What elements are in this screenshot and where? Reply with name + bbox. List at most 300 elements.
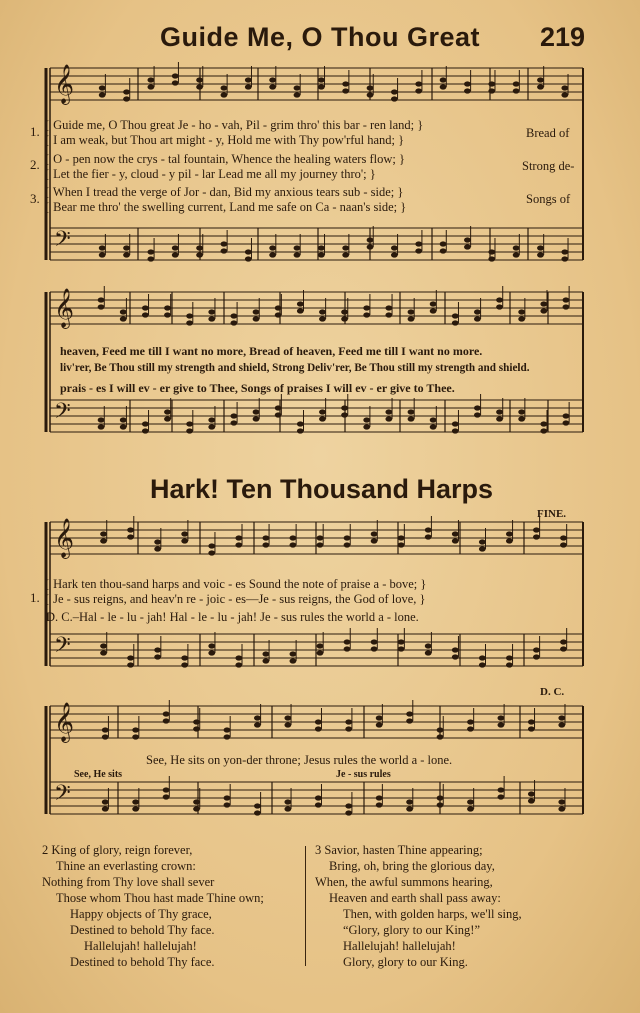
note-head (284, 722, 291, 727)
note-head (474, 316, 481, 321)
note-head (224, 795, 231, 800)
note-head (391, 252, 398, 257)
note-head (102, 734, 109, 739)
note-head (452, 320, 459, 325)
note-head (230, 313, 237, 318)
note-head (172, 80, 179, 85)
hymn1-title: Guide Me, O Thou Great (160, 22, 481, 52)
note-head (224, 802, 231, 807)
note-head (284, 799, 291, 804)
note-head (317, 643, 324, 648)
note-head (452, 531, 459, 536)
bass-words: See, He sits (74, 769, 123, 780)
note-head (467, 719, 474, 724)
note-head (99, 252, 106, 257)
note-head (98, 297, 105, 302)
note-head (235, 542, 242, 547)
note-head (224, 727, 231, 732)
bass-clef: 𝄢 (54, 781, 71, 811)
note-head (425, 534, 432, 539)
note-head (464, 81, 471, 86)
note-head (479, 539, 486, 544)
note-head (123, 89, 130, 94)
note-head (193, 806, 200, 811)
note-head (540, 308, 547, 313)
note-head (467, 726, 474, 731)
treble-clef: 𝄞 (54, 702, 75, 742)
note-head (440, 84, 447, 89)
hymn1-lyric-line: liv'rer, Be Thou still my strength and shield, Strong Deliv'rer, Be Thou still my strength and shield. (60, 362, 530, 374)
note-head (127, 527, 134, 532)
note-head (235, 535, 242, 540)
note-head (275, 412, 282, 417)
note-head (290, 542, 297, 547)
note-head (498, 722, 505, 727)
verse-number-3: 3. (30, 191, 40, 206)
note-head (123, 252, 130, 257)
note-head (342, 245, 349, 250)
stanza-divider (305, 846, 306, 966)
note-head (315, 719, 322, 724)
note-head (537, 245, 544, 250)
note-head (262, 651, 269, 656)
note-head (537, 77, 544, 82)
note-head (563, 420, 570, 425)
hymn1-lyric-line: { O - pen now the crys - tal fountain, Whence the healing waters flow; } (44, 152, 405, 166)
stanza-line: 3 Savior, hasten Thine appearing; (315, 843, 483, 857)
note-head (464, 244, 471, 249)
note-head (120, 417, 127, 422)
note-head (208, 309, 215, 314)
bass-words: Je - sus rules (336, 769, 391, 780)
stanza-line: Heaven and earth shall pass away: (329, 891, 501, 905)
note-head (440, 77, 447, 82)
note-head (342, 88, 349, 93)
note-head (154, 546, 161, 551)
hymn1-ending: Songs of (526, 192, 571, 206)
note-head (398, 542, 405, 547)
note-head (513, 245, 520, 250)
note-head (367, 244, 374, 249)
note-head (120, 316, 127, 321)
note-head (533, 534, 540, 539)
note-head (452, 421, 459, 426)
note-head (315, 802, 322, 807)
note-head (253, 316, 260, 321)
note-head (488, 256, 495, 261)
note-head (163, 711, 170, 716)
note-head (315, 726, 322, 731)
note-head (496, 304, 503, 309)
note-head (540, 428, 547, 433)
note-head (563, 413, 570, 418)
note-head (99, 85, 106, 90)
note-head (319, 309, 326, 314)
note-head (345, 726, 352, 731)
stanza-3 (315, 842, 522, 970)
note-head (560, 646, 567, 651)
note-head (391, 96, 398, 101)
note-head (371, 639, 378, 644)
note-head (208, 543, 215, 548)
note-head (154, 647, 161, 652)
note-head (208, 643, 215, 648)
note-head (230, 413, 237, 418)
note-head (147, 249, 154, 254)
note-head (467, 806, 474, 811)
note-head (437, 727, 444, 732)
note-head (154, 539, 161, 544)
note-head (496, 416, 503, 421)
note-head (533, 654, 540, 659)
note-head (440, 241, 447, 246)
note-head (513, 252, 520, 257)
note-head (430, 308, 437, 313)
note-head (132, 727, 139, 732)
note-head (142, 428, 149, 433)
stanza-line: Happy objects of Thy grace, (70, 907, 212, 921)
note-head (398, 535, 405, 540)
note-head (474, 412, 481, 417)
note-head (317, 650, 324, 655)
stanza-2 (42, 842, 264, 970)
note-head (376, 795, 383, 800)
note-head (221, 248, 228, 253)
note-head (425, 643, 432, 648)
note-head (123, 96, 130, 101)
hymn2-lyric-line: See, He sits on yon-der throne; Jesus rules the world a - lone. (146, 753, 453, 767)
note-head (341, 405, 348, 410)
note-head (430, 301, 437, 306)
note-head (254, 803, 261, 808)
note-head (132, 734, 139, 739)
note-head (452, 647, 459, 652)
note-head (127, 655, 134, 660)
note-head (452, 538, 459, 543)
note-head (385, 416, 392, 421)
note-head (269, 77, 276, 82)
note-head (100, 643, 107, 648)
note-head (132, 799, 139, 804)
note-head (533, 647, 540, 652)
note-head (518, 309, 525, 314)
note-head (98, 417, 105, 422)
note-head (317, 535, 324, 540)
note-head (363, 424, 370, 429)
bass-clef: 𝄢 (54, 227, 71, 257)
note-head (385, 409, 392, 414)
note-head (430, 417, 437, 422)
note-head (245, 77, 252, 82)
note-head (537, 252, 544, 257)
note-head (221, 85, 228, 90)
note-head (164, 312, 171, 317)
note-head (452, 428, 459, 433)
note-head (100, 538, 107, 543)
note-head (163, 794, 170, 799)
stanza-line: “Glory, glory to our King!” (343, 923, 481, 937)
note-head (558, 799, 565, 804)
note-head (479, 546, 486, 551)
note-head (464, 237, 471, 242)
verse-number-2: 2. (30, 157, 40, 172)
note-head (363, 312, 370, 317)
hymn1-lyric-line: { I am weak, but Thou art might - y, Hold me with Thy pow'rful hand; } (44, 133, 405, 147)
note-head (262, 535, 269, 540)
note-head (147, 84, 154, 89)
note-head (498, 794, 505, 799)
note-head (561, 256, 568, 261)
note-head (196, 77, 203, 82)
note-head (363, 305, 370, 310)
verse-number-1: 1. (30, 124, 40, 139)
note-head (193, 719, 200, 724)
note-head (560, 542, 567, 547)
fine-mark: FINE. (537, 508, 567, 520)
note-head (253, 409, 260, 414)
note-head (406, 718, 413, 723)
note-head (408, 416, 415, 421)
note-head (315, 795, 322, 800)
note-head (297, 301, 304, 306)
note-head (181, 538, 188, 543)
note-head (367, 92, 374, 97)
note-head (127, 662, 134, 667)
note-head (430, 424, 437, 429)
note-head (560, 639, 567, 644)
note-head (193, 799, 200, 804)
note-head (561, 85, 568, 90)
note-head (172, 73, 179, 78)
note-head (496, 297, 503, 302)
stanza-line: Thine an everlasting crown: (56, 859, 196, 873)
note-head (318, 77, 325, 82)
note-head (341, 309, 348, 314)
note-head (235, 662, 242, 667)
note-head (254, 715, 261, 720)
note-head (371, 538, 378, 543)
note-head (496, 409, 503, 414)
note-head (528, 726, 535, 731)
stanza-line: Those whom Thou hast made Thine own; (56, 891, 264, 905)
hymn1-lyric-line: heaven, Feed me till I want no more, Bread of heaven, Feed me till I want no more. (60, 344, 483, 358)
note-head (294, 92, 301, 97)
note-head (186, 313, 193, 318)
note-head (245, 84, 252, 89)
note-head (163, 787, 170, 792)
hymn1-lyric-line: { Guide me, O Thou great Je - ho - vah, Pil - grim thro' this bar - ren land; } (44, 118, 424, 132)
stanza-line: Glory, glory to our King. (343, 955, 468, 969)
note-head (275, 405, 282, 410)
note-head (208, 550, 215, 555)
stanza-line: Nothing from Thy love shall sever (42, 875, 215, 889)
note-head (385, 312, 392, 317)
note-head (123, 245, 130, 250)
note-head (408, 309, 415, 314)
note-head (437, 802, 444, 807)
note-head (437, 795, 444, 800)
bass-clef: 𝄢 (54, 399, 71, 429)
note-head (253, 416, 260, 421)
note-head (533, 527, 540, 532)
note-head (518, 316, 525, 321)
note-head (245, 249, 252, 254)
note-head (196, 252, 203, 257)
note-head (221, 241, 228, 246)
note-head (142, 305, 149, 310)
note-head (147, 77, 154, 82)
note-head (367, 85, 374, 90)
note-head (208, 424, 215, 429)
note-head (513, 81, 520, 86)
note-head (506, 655, 513, 660)
note-head (193, 726, 200, 731)
note-head (290, 535, 297, 540)
note-head (181, 655, 188, 660)
note-head (408, 409, 415, 414)
note-head (345, 803, 352, 808)
hymn2-title: Hark! Ten Thousand Harps (150, 474, 494, 504)
note-head (498, 787, 505, 792)
note-head (345, 810, 352, 815)
note-head (319, 409, 326, 414)
note-head (561, 92, 568, 97)
note-head (464, 88, 471, 93)
note-head (437, 734, 444, 739)
treble-clef: 𝄞 (54, 288, 75, 328)
note-head (254, 810, 261, 815)
note-head (102, 799, 109, 804)
note-head (452, 654, 459, 659)
note-head (398, 639, 405, 644)
treble-clef: 𝄞 (54, 64, 75, 104)
note-head (98, 304, 105, 309)
note-head (290, 658, 297, 663)
note-head (230, 320, 237, 325)
note-head (376, 722, 383, 727)
note-head (488, 249, 495, 254)
note-head (186, 421, 193, 426)
note-head (120, 424, 127, 429)
note-head (558, 722, 565, 727)
note-head (341, 316, 348, 321)
hymn2-lyric-line: { Hark ten thou-sand harps and voic - es Sound the note of praise a - bove; } (44, 577, 427, 591)
note-head (120, 309, 127, 314)
note-head (99, 92, 106, 97)
bass-clef: 𝄢 (54, 633, 71, 663)
page-number: 219 (540, 22, 586, 52)
note-head (376, 802, 383, 807)
note-head (99, 245, 106, 250)
note-head (100, 531, 107, 536)
note-head (479, 655, 486, 660)
note-head (560, 535, 567, 540)
note-head (344, 639, 351, 644)
note-head (269, 252, 276, 257)
note-head (518, 409, 525, 414)
note-head (406, 806, 413, 811)
note-head (518, 416, 525, 421)
stanza-line: Hallelujah! hallelujah! (84, 939, 197, 953)
note-head (102, 806, 109, 811)
note-head (488, 81, 495, 86)
note-head (425, 650, 432, 655)
note-head (467, 799, 474, 804)
note-head (474, 309, 481, 314)
stanza-line: When, the awful summons hearing, (315, 875, 493, 889)
note-head (294, 252, 301, 257)
note-head (558, 806, 565, 811)
hymn1-lyric-line: { Bear me thro' the swelling current, Land me safe on Ca - naan's side; } (44, 200, 407, 214)
note-head (318, 84, 325, 89)
stanza-line: Bring, oh, bring the glorious day, (329, 859, 495, 873)
note-head (563, 304, 570, 309)
note-head (528, 719, 535, 724)
note-head (561, 249, 568, 254)
note-head (275, 312, 282, 317)
note-head (284, 806, 291, 811)
note-head (415, 81, 422, 86)
note-head (262, 658, 269, 663)
note-head (342, 81, 349, 86)
note-head (262, 542, 269, 547)
stanza-line: Destined to behold Thy face. (70, 923, 215, 937)
note-head (363, 417, 370, 422)
note-head (297, 428, 304, 433)
dc-mark: D. C. (540, 686, 565, 698)
note-head (245, 256, 252, 261)
note-head (132, 806, 139, 811)
note-head (181, 531, 188, 536)
note-head (319, 416, 326, 421)
note-head (415, 248, 422, 253)
note-head (186, 428, 193, 433)
note-head (208, 316, 215, 321)
note-head (297, 308, 304, 313)
note-head (537, 84, 544, 89)
note-head (513, 88, 520, 93)
note-head (376, 715, 383, 720)
note-head (127, 534, 134, 539)
note-head (415, 88, 422, 93)
note-head (558, 715, 565, 720)
note-head (154, 654, 161, 659)
note-head (172, 245, 179, 250)
note-head (319, 316, 326, 321)
note-head (275, 305, 282, 310)
note-head (100, 650, 107, 655)
stanza-line: 2 King of glory, reign forever, (42, 843, 193, 857)
stanza-line: Destined to behold Thy face. (70, 955, 215, 969)
note-head (506, 662, 513, 667)
note-head (391, 245, 398, 250)
hymn2-lyric-line: { Je - sus reigns, and heav'n re - joic - es—Je - sus reigns, the God of love, } (44, 592, 426, 606)
note-head (540, 301, 547, 306)
note-head (297, 421, 304, 426)
note-head (142, 421, 149, 426)
note-head (385, 305, 392, 310)
hymn1-ending: Strong de- (522, 159, 575, 173)
note-head (102, 727, 109, 732)
note-head (269, 84, 276, 89)
note-head (235, 655, 242, 660)
note-head (98, 424, 105, 429)
note-head (318, 252, 325, 257)
note-head (196, 84, 203, 89)
note-head (398, 646, 405, 651)
verse-number-1: 1. (30, 590, 40, 605)
note-head (224, 734, 231, 739)
